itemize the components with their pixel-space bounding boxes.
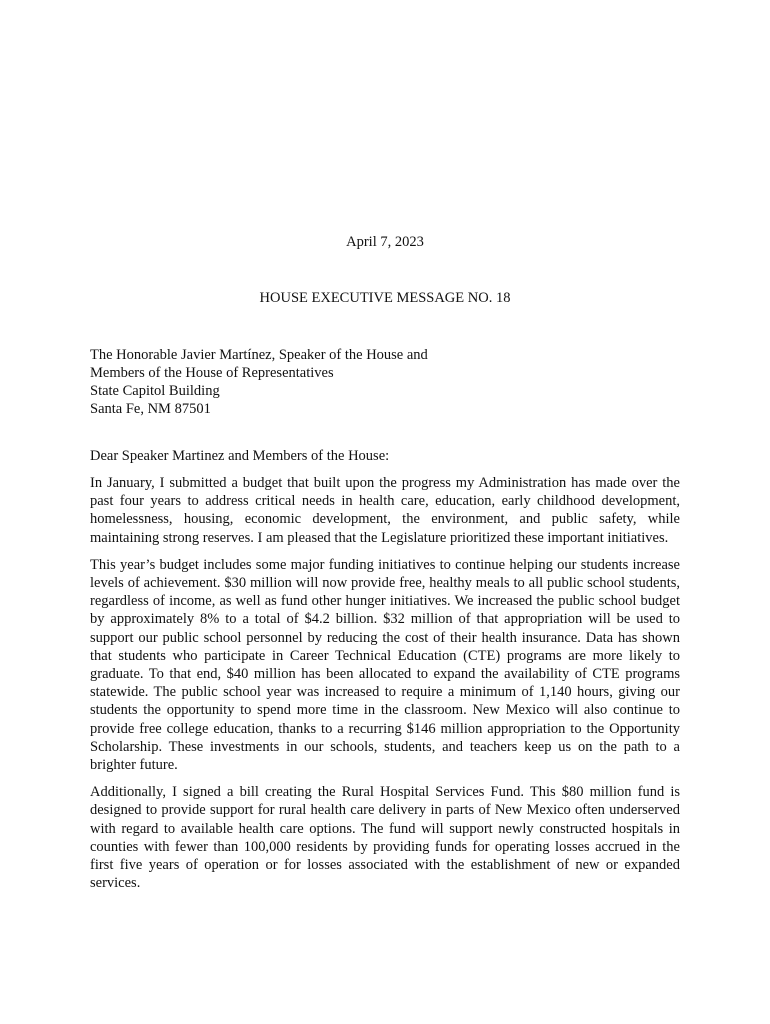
address-line: Santa Fe, NM 87501 bbox=[90, 401, 211, 417]
message-number: HOUSE EXECUTIVE MESSAGE NO. 18 bbox=[259, 290, 511, 306]
body-paragraph: This year’s budget includes some major funding initiatives to continue helping our students increase levels of achievement. $30 million will now provide free, healthy meals to all public school students, regardless of income, as well as fund other hunger initiatives. We increased the public school budget by approximately 8% to a total of $4.2 billion. $32 million of that appropriation will be used to support our public school personnel by reducing the cost of their health insurance. Data has shown that students who participate in Career Technical Education (CTE) programs are more likely to graduate. To that end, $40 million has been allocated to expand the availability of CTE programs statewide. The public school year was increased to require a minimum of 1,140 hours, giving our students the opportunity to spend more time in the classroom. New Mexico will also continue to provide free college education, thanks to a recurring $146 million appropriation to the Opportunity Scholarship. These investments in our schools, students, and teachers keep us on the path to a brighter future. bbox=[90, 556, 680, 774]
letter-body bbox=[90, 474, 680, 901]
salutation: Dear Speaker Martinez and Members of the House: bbox=[90, 448, 390, 464]
address-line: State Capitol Building bbox=[90, 383, 220, 399]
recipient-address bbox=[90, 346, 690, 418]
body-paragraph: Additionally, I signed a bill creating the Rural Hospital Services Fund. This $80 million fund is designed to provide support for rural health care delivery in parts of New Mexico often underserved with regard to available health care options. The fund will support newly constructed hospitals in counties with fewer than 100,000 residents by providing funds for operating losses accrued in the first five years of operation or for losses associated with the establishment of new or expanded services. bbox=[90, 784, 680, 892]
address-line: The Honorable Javier Martínez, Speaker of the House and bbox=[90, 347, 428, 363]
body-paragraph: In January, I submitted a budget that built upon the progress my Administration has made over the past four years to address critical needs in health care, education, early childhood development, homelessness, housing, economic development, the environment, and public safety, while maintaining strong reserves. I am pleased that the Legislature prioritized these important initiatives. bbox=[90, 475, 680, 546]
address-line: Members of the House of Representatives bbox=[90, 365, 334, 381]
letter-date: April 7, 2023 bbox=[346, 234, 424, 250]
